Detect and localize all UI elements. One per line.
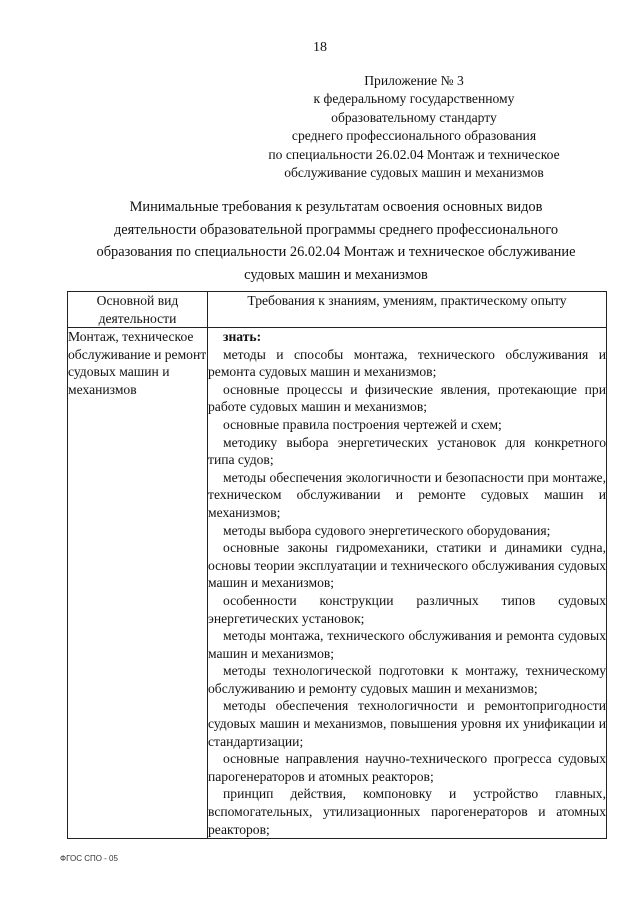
knowledge-item: основные направления научно-технического прогресса судовых парогенераторов и атомных реакторов;	[208, 751, 606, 784]
knowledge-item: основные правила построения чертежей и схем;	[223, 416, 502, 432]
appendix-line: по специальности 26.02.04 Монтаж и техническое	[268, 146, 560, 162]
requirements-cell	[208, 328, 607, 839]
table-header-row	[68, 292, 607, 328]
footer-code: ФГОС СПО - 05	[60, 854, 118, 863]
title-line: деятельности образовательной программы среднего профессионального	[113, 221, 559, 238]
document-title	[70, 196, 602, 286]
knowledge-item: основные законы гидромеханики, статики и динамики судна, основы теории эксплуатации и технического обслуживания судовых машин и механизмов;	[208, 540, 606, 591]
knowledge-item: методику выбора энергетических установок для конкретного типа судов;	[208, 434, 606, 468]
activity-cell: Монтаж, техническое обслуживание и ремонт судовых машин и механизмов	[68, 328, 208, 839]
knowledge-item: принцип действия, компоновку и устройство главных, вспомогательных, утилизационных парогенераторов и атомных реакторов;	[208, 786, 606, 837]
header-activity: Основной вид деятельности	[68, 292, 208, 328]
know-label: знать:	[223, 329, 262, 344]
appendix-line: образовательному стандарту	[331, 109, 497, 125]
appendix-line: обслуживание судовых машин и механизмов	[284, 165, 544, 181]
knowledge-item: методы технологической подготовки к монтажу, техническому обслуживанию и ремонту судовых машин и механизмов;	[208, 663, 606, 696]
table-row	[68, 328, 607, 839]
knowledge-item: методы монтажа, технического обслуживания и ремонта судовых машин и механизмов;	[208, 628, 606, 661]
knowledge-item: основные процессы и физические явления, протекающие при работе судовых машин и механизмов;	[208, 381, 606, 415]
knowledge-item: методы обеспечения экологичности и безопасности при монтаже, техническом обслуживании и ремонте судовых машин и механизмов;	[208, 469, 606, 520]
title-line: судовых машин и механизмов	[244, 266, 428, 283]
knowledge-item: методы и способы монтажа, технического обслуживания и ремонта судовых машин и механизмов;	[208, 346, 606, 380]
knowledge-item: методы обеспечения технологичности и ремонтопригодности судовых машин и механизмов, повышения уровня их унификации и стандартизации;	[208, 698, 606, 749]
appendix-line: среднего профессионального образования	[291, 128, 537, 144]
appendix-heading	[244, 72, 584, 182]
header-requirements: Требования к знаниям, умениям, практическому опыту	[208, 292, 607, 328]
knowledge-item: методы выбора судового энергетического оборудования;	[223, 522, 551, 538]
title-line: образования по специальности 26.02.04 Монтаж и техническое обслуживание	[96, 244, 576, 260]
knowledge-item: особенности конструкции различных типов судовых энергетических установок;	[208, 592, 606, 626]
title-line: Минимальные требования к результатам освоения основных видов	[129, 199, 543, 215]
appendix-line: к федеральному государственному	[313, 91, 515, 107]
requirements-table	[67, 291, 607, 839]
page-number: 18	[313, 40, 327, 55]
appendix-line: Приложение № 3	[364, 73, 464, 88]
